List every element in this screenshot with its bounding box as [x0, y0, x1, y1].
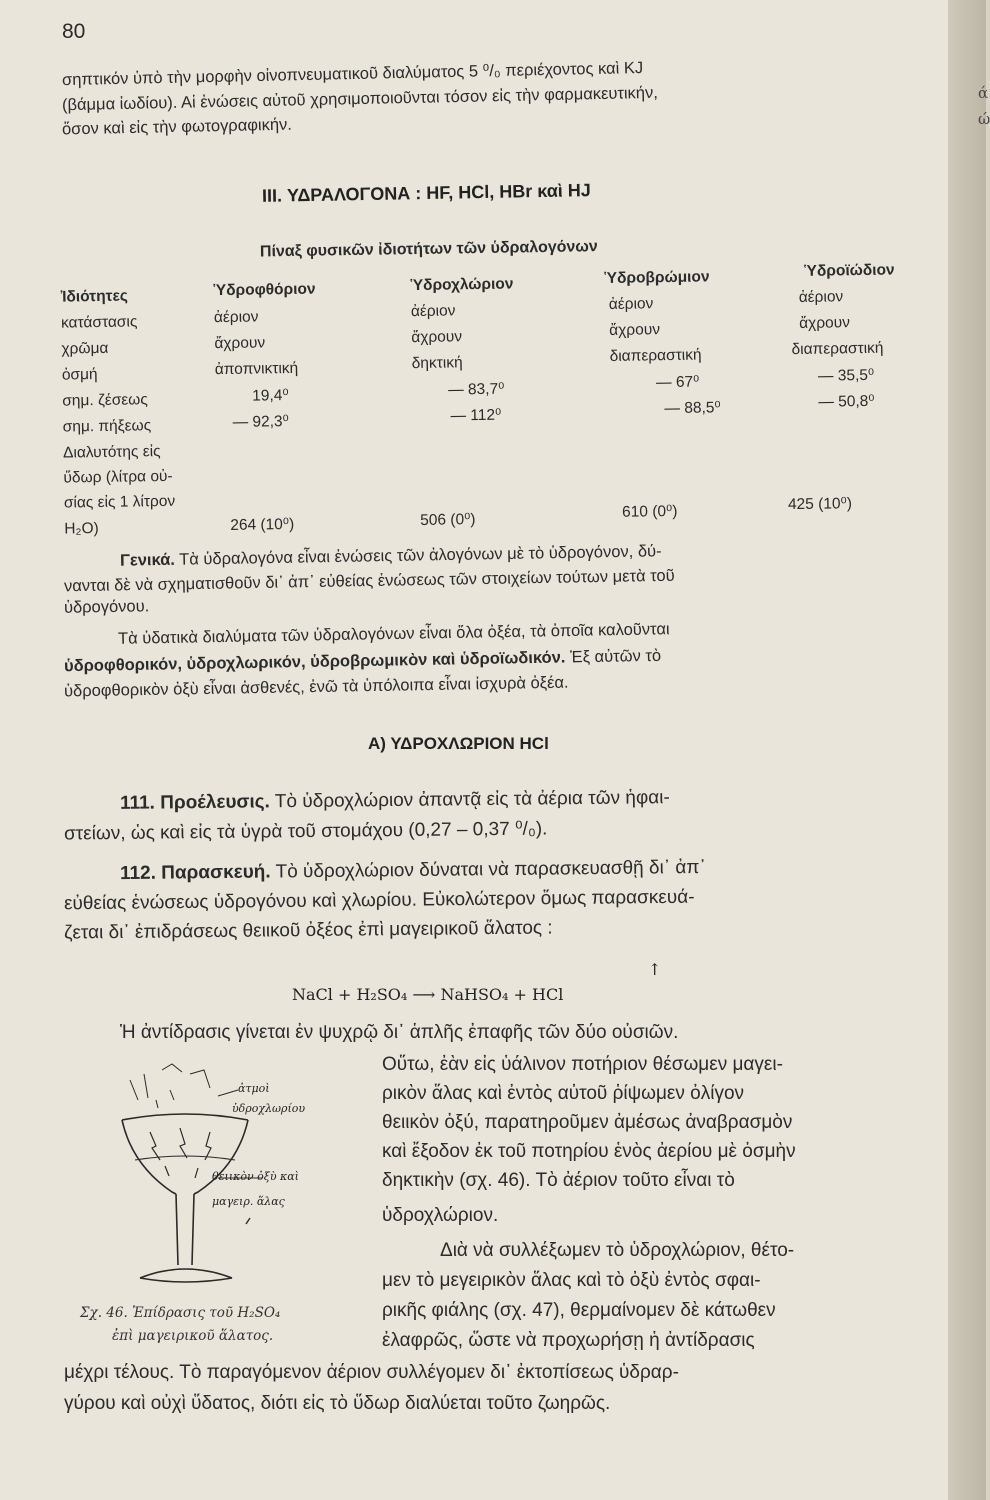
reaction-right-1: Οὕτω, ἐὰν εἰς ὑάλινον ποτήριον θέσωμεν μαγει- — [382, 1054, 783, 1075]
table-cell: διαπεραστική — [791, 339, 884, 359]
figure-caption-1: Σχ. 46. Ἐπίδρασις τοῦ H₂SO₄ — [80, 1305, 281, 1321]
table-header-hj: Ὑδροϊώδιον — [804, 261, 895, 280]
general-lead: Γενικά. — [119, 550, 176, 570]
page-number: 80 — [62, 20, 86, 43]
general-line-2: νανται δὲ νὰ σχηματισθοῦν δι᾽ ἀπ᾽ εὐθείας ἑνώσεως τῶν στοιχείων τούτων μετὰ τοῦ — [63, 566, 675, 596]
table-cell: διαπεραστική — [609, 346, 702, 365]
s112-line-3: ζεται δι᾽ ἐπιδράσεως θειικοῦ ὀξέος ἐπὶ μαγειρικοῦ ἅλατος : — [63, 917, 553, 944]
edge-glyph-1: ά — [978, 84, 989, 102]
table-row-label: ὕδωρ (λίτρα οὐ- — [63, 467, 173, 487]
reaction-right-3: θειικὸν ὀξύ, παρατηροῦμεν ἀμέσως ἀναβρασμὸν — [382, 1112, 793, 1133]
collect-line-3: ρικῆς φιάλης (σχ. 47), θερμαίνομεν δὲ κάτωθεν — [382, 1300, 776, 1321]
s111-line-2: στείων, ὡς καὶ εἰς τὰ ὑγρὰ τοῦ στομάχου (0,27 – 0,37 ⁰/₀). — [63, 818, 548, 845]
s112-text: Τὸ ὑδροχλώριον δύναται νὰ παρασκευασθῇ δι᾽ ἀπ᾽ — [270, 856, 706, 883]
general-line-3: ὑδρογόνου. — [63, 597, 150, 617]
general-line-1 — [120, 542, 662, 570]
properties-table — [0, 0, 950, 548]
s111-lead: 111. Προέλευσις. — [119, 791, 271, 814]
table-row-label: H₂O) — [64, 520, 99, 538]
table-cell: — 35,5⁰ — [817, 366, 875, 385]
table-cell: — 67⁰ — [655, 373, 700, 392]
table-cell: — 88,5⁰ — [664, 399, 721, 418]
facing-page-edge — [948, 0, 990, 1500]
table-cell: — 92,3⁰ — [232, 413, 289, 431]
final-line-1: μέχρι τέλους. Τὸ παραγόμενον ἀέριον συλλέγομεν δι᾽ ἐκτοπίσεως ὑδραρ- — [64, 1362, 679, 1383]
table-cell: — 50,8⁰ — [818, 392, 875, 411]
table-cell: ἀέριον — [798, 288, 844, 306]
reaction-right-4: καὶ ἔξοδον ἐκ τοῦ ποτηρίου ἑνὸς ἀερίου μὲ ὀσμὴν — [382, 1141, 796, 1162]
label-vapors: ἀτμοὶ — [238, 1082, 270, 1095]
table-row-label: σημ. πήξεως — [62, 417, 152, 436]
s111-text: Τὸ ὑδροχλώριον ἀπαντᾷ εἰς τὰ ἀέρια τῶν ἡφαι- — [269, 787, 670, 813]
intro-line-2: (βάμμα ἰωδίου). Αἱ ἐνώσεις αὐτοῦ χρησιμοποιοῦνται τόσον εἰς τὴν φαρμακευτικήν, — [61, 83, 659, 115]
table-row-label: σίας εἰς 1 λίτρον — [63, 492, 176, 512]
table-cell: 264 (10⁰) — [230, 515, 295, 534]
table-cell: ἄχρουν — [214, 334, 266, 353]
table-title: Πίναξ φυσικῶν ἰδιοτήτων τῶν ὑδραλογόνων — [259, 238, 598, 261]
final-line-2: γύρου καὶ οὐχὶ ὕδατος, διότι εἰς τὸ ὕδωρ διαλύεται τοῦτο ζωηρῶς. — [64, 1393, 611, 1414]
collect-line-4: ἐλαφρῶς, ὥστε νὰ προχωρήσῃ ἡ ἀντίδρασις — [382, 1330, 755, 1351]
label-salt: μαγειρ. ἅλας — [212, 1195, 285, 1208]
label-vapors-hcl: ὑδροχλωρίου — [232, 1102, 306, 1115]
table-cell: ἄχρουν — [609, 321, 661, 339]
reaction-equation: NaCl + H₂SO₄ ⟶ NaHSO₄ + HCl — [292, 985, 564, 1004]
subsection-title: Α) ΥΔΡΟΧΛΩΡΙΟΝ HCl — [368, 734, 549, 753]
acids-tail: Ἐξ αὐτῶν τὸ — [565, 646, 662, 667]
acids-line-3: ὑδροφθορικὸν ὀξὺ εἶναι ἀσθενές, ἐνῶ τὰ ὑπόλοιπα εἶναι ἰσχυρὰ ὀξέα. — [63, 673, 569, 701]
collect-line-1: Διὰ νὰ συλλέξωμεν τὸ ὑδροχλώριον, θέτο- — [440, 1240, 795, 1261]
table-row-label: κατάστασις — [60, 313, 138, 332]
acids-line-2 — [64, 647, 661, 676]
figure-caption-2: ἐπὶ μαγειρικοῦ ἅλατος. — [112, 1328, 274, 1344]
table-cell: 506 (0⁰) — [420, 511, 476, 529]
table-row-label: σημ. ζέσεως — [62, 391, 148, 410]
reaction-line-1: Ἡ ἀντίδρασις γίνεται ἐν ψυχρῷ δι᾽ ἁπλῆς ἐπαφῆς τῶν δύο οὐσιῶν. — [120, 1022, 679, 1043]
table-cell: δηκτική — [411, 354, 463, 373]
acids-names: ὑδροφθορικόν, ὑδροχλωρικόν, ὑδροβρωμικὸν καὶ ὑδροϊωδικόν. — [63, 648, 566, 676]
intro-line-1: σηπτικόν ὑπὸ τὴν μορφὴν οἰνοπνευματικοῦ διαλύματος 5 ⁰/₀ περιέχοντος καὶ KJ — [61, 58, 644, 90]
reaction-right-5: δηκτικὴν (σχ. 46). Τὸ ἀέριον τοῦτο εἶναι τὸ — [382, 1170, 735, 1191]
table-cell: ἀέριον — [213, 308, 259, 327]
edge-glyph-2: ώ — [978, 110, 990, 128]
gas-up-arrow: ↑ — [648, 960, 662, 979]
table-header-hcl: Ὑδροχλώριον — [410, 275, 514, 295]
table-cell: 610 (0⁰) — [621, 502, 678, 521]
collect-line-2: μεν τὸ μεγειρικὸν ἅλας καὶ τὸ ὀξὺ ἐντὸς σφαι- — [382, 1270, 761, 1291]
table-cell: ἀέριον — [410, 302, 456, 321]
reaction-right-6: ὑδροχλώριον. — [382, 1205, 499, 1226]
table-row-label: ὀσμή — [61, 366, 98, 384]
label-acid: θειικὸν ὀξὺ καὶ — [212, 1170, 299, 1183]
table-cell: ἀέριον — [608, 295, 654, 313]
general-text: Τὰ ὑδραλογόνα εἶναι ἐνώσεις τῶν ἀλογόνων μὲ τὸ ὑδρογόνον, δύ- — [179, 542, 662, 569]
table-row-label: χρῶμα — [61, 339, 109, 358]
table-cell: ἀποπνικτική — [214, 359, 299, 379]
table-header-hf: Ὑδροφθόριον — [213, 280, 316, 300]
s112-lead: 112. Παρασκευή. — [119, 861, 271, 885]
reaction-right-2: ρικὸν ἅλας καὶ ἐντὸς αὐτοῦ ῥίψωμεν ὀλίγον — [382, 1083, 745, 1104]
s111-line-1 — [120, 787, 670, 815]
table-cell: — 112⁰ — [450, 406, 502, 425]
table-header-hbr: Ὑδροβρώμιον — [604, 268, 710, 288]
table-cell: 19,4⁰ — [252, 387, 289, 405]
acids-line-1: Τὰ ὑδατικὰ διαλύματα τῶν ὑδραλογόνων εἶναι ὅλα ὀξέα, τὰ ὁποῖα καλοῦνται — [117, 620, 670, 648]
s112-line-1 — [120, 857, 706, 885]
table-cell: — 83,7⁰ — [448, 380, 505, 399]
section-title: III. ΥΔΡΑΛΟΓΟΝΑ : HF, HCl, HBr καὶ HJ — [261, 180, 591, 206]
s112-line-2: εὐθείας ἑνώσεως ὑδρογόνου καὶ χλωρίου. Εὐκολώτερον ὅμως παρασκευά- — [63, 886, 695, 915]
table-header-properties: Ἰδιότητες — [60, 287, 129, 306]
table-cell: ἄχρουν — [799, 314, 851, 332]
table-cell: ἄχρουν — [411, 328, 463, 347]
table-cell: 425 (10⁰) — [787, 495, 853, 514]
intro-line-3: ὅσον καὶ εἰς τὴν φωτογραφικήν. — [61, 115, 293, 139]
table-row-label: Διαλυτότης εἰς — [62, 443, 161, 462]
